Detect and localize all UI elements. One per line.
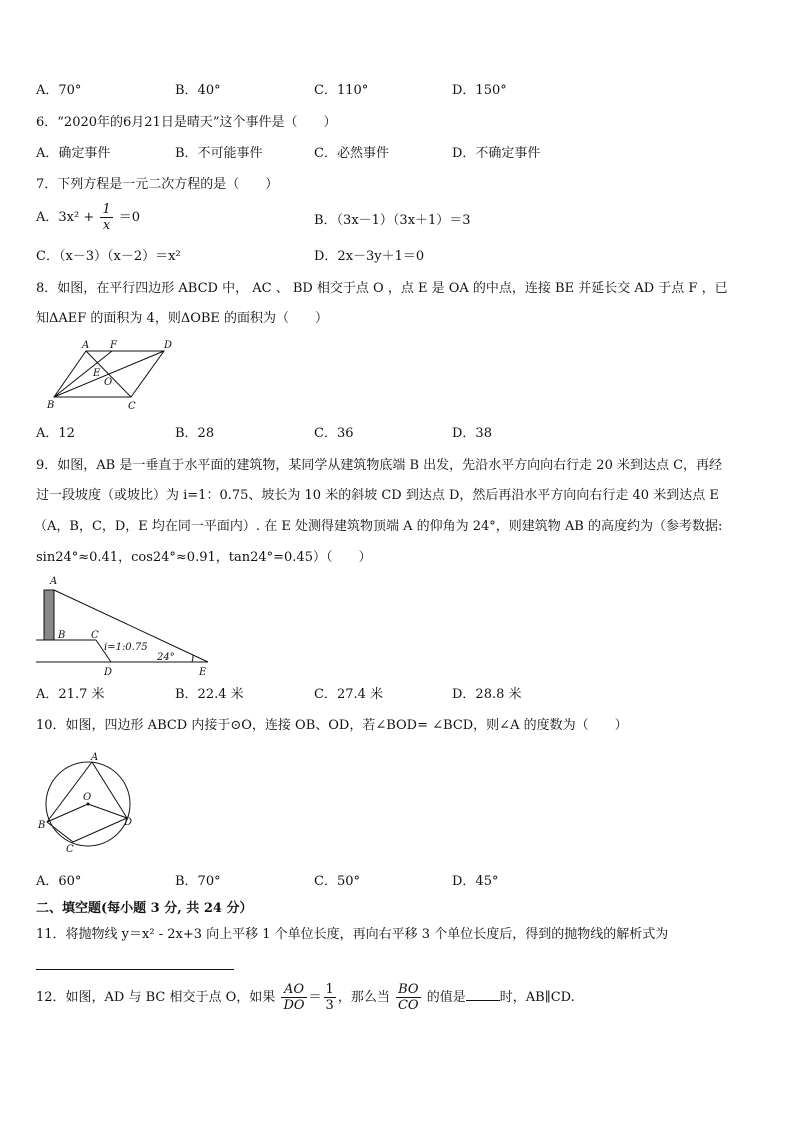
q10-label-c: C bbox=[66, 844, 74, 855]
q5-option-c: C．110° bbox=[314, 83, 369, 98]
q12-f3-numerator: BO bbox=[396, 982, 421, 998]
q9-label-c: C bbox=[91, 630, 99, 641]
q8-label-f: F bbox=[110, 340, 117, 351]
q7-a-post: ＝0 bbox=[118, 210, 141, 225]
q9-line3: （A，B，C，D，E 均在同一平面内）. 在 E 处测得建筑物顶端 A 的仰角为 24°，则建筑物 AB 的高度约为（参考数据: bbox=[34, 519, 723, 534]
q7-option-c: C．（x－3）（x－2）＝x² bbox=[36, 249, 181, 264]
q9-slope-label: i=1:0.75 bbox=[104, 642, 148, 653]
q12-post2: 时，AB∥CD. bbox=[499, 990, 575, 1005]
q8-option-c: C．36 bbox=[314, 426, 354, 441]
q9-line1: 9．如图，AB 是一垂直于水平面的建筑物，某同学从建筑物底端 B 出发，先沿水平方向向右行走 20 米到达点 C，再经 bbox=[36, 458, 723, 473]
q12-fraction-ao-do bbox=[281, 982, 306, 1013]
q8-label-o: O bbox=[104, 377, 113, 388]
q12-pre: 12．如图，AD 与 BC 相交于点 O，如果 bbox=[36, 990, 276, 1005]
q12-f2-denominator: 3 bbox=[325, 998, 334, 1013]
q10-label-b: B bbox=[38, 820, 46, 831]
q8-option-a: A．12 bbox=[36, 426, 75, 441]
q11-stem: 11．将抛物线 y＝x² - 2x+3 向上平移 1 个单位长度，再向右平移 3 个单位长度后，得到的抛物线的解析式为 bbox=[36, 927, 669, 942]
q9-label-b: B bbox=[58, 630, 66, 641]
q10-stem: 10．如图，四边形 ABCD 内接于⊙O，连接 OB、OD，若∠BOD= ∠BCD，则∠A 的度数为（ ） bbox=[36, 718, 628, 733]
q10-label-d: D bbox=[124, 817, 133, 828]
q6-option-c: C．必然事件 bbox=[314, 146, 389, 161]
q8-stem-line2: 知ΔAEF 的面积为 4，则ΔOBE 的面积为（ ） bbox=[36, 311, 329, 326]
q9-line4: sin24°≈0.41，cos24°≈0.91，tan24°=0.45）（ ） bbox=[36, 550, 372, 565]
q10-option-d: D．45° bbox=[452, 874, 499, 889]
q12-f2-numerator: 1 bbox=[325, 982, 334, 997]
q7-a-denominator: x bbox=[102, 218, 111, 233]
q8-label-e: E bbox=[93, 368, 101, 379]
q5-option-a: A．70° bbox=[36, 83, 82, 98]
q9-option-b: B．22.4 米 bbox=[175, 687, 244, 702]
q5-option-b: B．40° bbox=[175, 83, 221, 98]
q9-angle-label: 24° bbox=[157, 652, 175, 663]
q7-stem: 7．下列方程是一元二次方程的是（ ） bbox=[36, 177, 279, 192]
q10-option-c: C．50° bbox=[314, 874, 360, 889]
q12-f1-numerator: AO bbox=[281, 982, 306, 998]
q7-option-d: D．2x－3y＋1＝0 bbox=[314, 249, 425, 264]
q8-label-c: C bbox=[128, 401, 136, 412]
q7-a-fraction bbox=[100, 202, 112, 233]
q8-option-d: D．38 bbox=[452, 426, 492, 441]
q12-f1-denominator: DO bbox=[283, 998, 305, 1013]
q12-equals: ＝ bbox=[308, 990, 322, 1005]
q12-fraction-bo-co bbox=[396, 982, 421, 1013]
q8-label-b: B bbox=[47, 400, 55, 411]
q8-label-d: D bbox=[164, 340, 173, 351]
q9-option-d: D．28.8 米 bbox=[452, 687, 522, 702]
q10-label-o: O bbox=[83, 792, 92, 803]
q12-fraction-one-third bbox=[324, 982, 336, 1013]
q9-option-c: C．27.4 米 bbox=[314, 687, 384, 702]
q11-answer-line bbox=[36, 969, 234, 970]
q12-post1: 的值是 bbox=[426, 990, 466, 1005]
q7-a-numerator: 1 bbox=[102, 202, 111, 217]
section-2-heading: 二、填空题(每小题 3 分, 共 24 分） bbox=[36, 901, 253, 916]
q7-a-pre: A．3x² + bbox=[36, 210, 95, 225]
q8-parallelogram-figure bbox=[44, 338, 184, 420]
q8-label-a: A bbox=[82, 340, 90, 351]
q10-option-b: B．70° bbox=[175, 874, 221, 889]
q6-option-b: B．不可能事件 bbox=[175, 146, 263, 161]
q10-label-a: A bbox=[91, 752, 99, 763]
q12-mid: ，那么当 bbox=[337, 990, 390, 1005]
q6-option-a: A．确定事件 bbox=[36, 146, 111, 161]
q12-f3-denominator: CO bbox=[397, 998, 419, 1013]
q9-label-a: A bbox=[50, 576, 58, 587]
q5-option-d: D．150° bbox=[452, 83, 507, 98]
q8-option-b: B．28 bbox=[175, 426, 215, 441]
q7-option-a bbox=[36, 202, 140, 233]
q8-stem-line1: 8．如图，在平行四边形 ABCD 中， AC 、 BD 相交于点 O ，点 E 是 OA 的中点，连接 BE 并延长交 AD 于点 F ，已 bbox=[36, 281, 728, 296]
q9-option-a: A．21.7 米 bbox=[36, 687, 105, 702]
q10-option-a: A．60° bbox=[36, 874, 82, 889]
q9-label-d: D bbox=[104, 667, 113, 678]
q10-circle-figure bbox=[36, 750, 146, 860]
q12-stem bbox=[36, 982, 575, 1014]
q9-line2: 过一段坡度（或坡比）为 i=1：0.75、坡长为 10 米的斜坡 CD 到达点 D，然后再沿水平方向向右行走 40 米到达点 E bbox=[36, 488, 719, 503]
q9-building-figure bbox=[36, 572, 216, 684]
q12-answer-blank bbox=[466, 986, 500, 1001]
q9-label-e: E bbox=[199, 667, 207, 678]
q6-stem: 6．“2020年的6月21日是晴天”这个事件是（ ） bbox=[36, 115, 337, 130]
q6-option-d: D．不确定事件 bbox=[452, 146, 541, 161]
q7-option-b: B．（3x－1）（3x＋1）＝3 bbox=[314, 213, 471, 228]
